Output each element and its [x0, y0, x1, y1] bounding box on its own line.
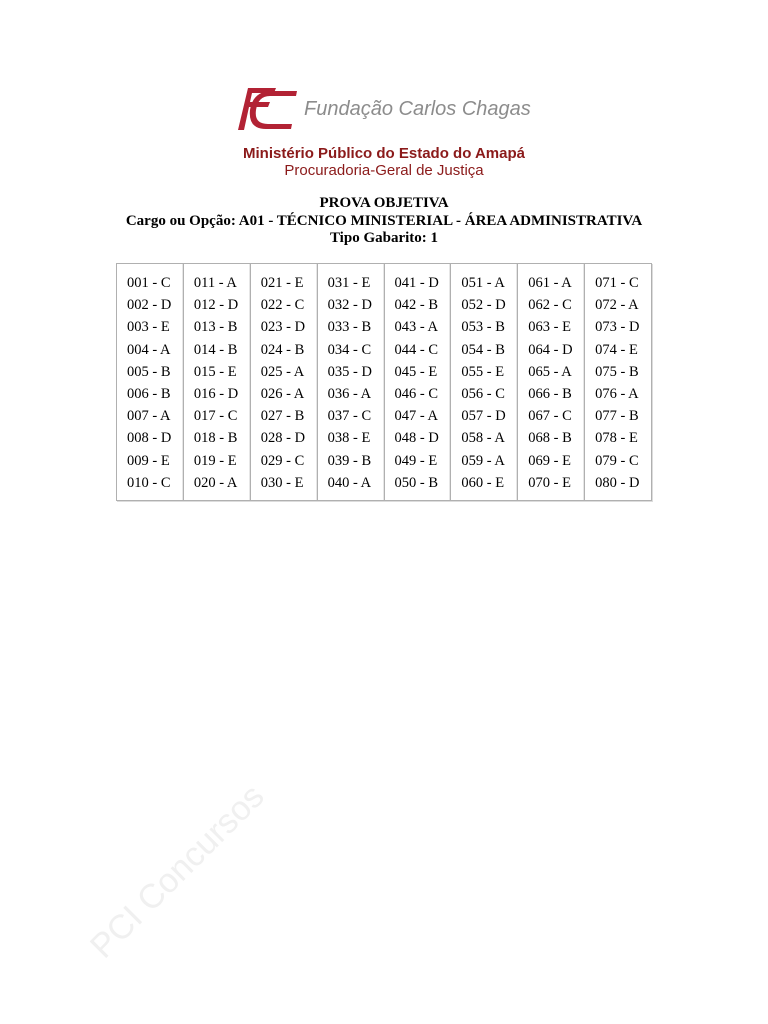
answer-cell: 007 - A	[127, 408, 171, 425]
answer-cell: 023 - D	[260, 319, 306, 336]
answer-cell: 061 - A	[528, 275, 572, 291]
answer-cell: 025 - A	[260, 363, 305, 380]
answer-cell: 002 - D	[127, 297, 172, 314]
org-name: Ministério Público do Estado do Amapá	[243, 145, 525, 162]
answer-cell: 018 - B	[193, 430, 238, 447]
answer-cell: 039 - B	[327, 452, 372, 469]
answer-cell: 009 - E	[127, 452, 170, 469]
answer-cell: 062 - C	[528, 297, 572, 314]
answer-cell: 060 - E	[461, 474, 505, 491]
answer-cell: 028 - D	[260, 430, 306, 447]
answer-cell: 068 - B	[528, 430, 572, 447]
answer-cell: 042 - B	[394, 297, 438, 314]
answer-cell: 078 - E	[595, 430, 638, 447]
answer-cell: 014 - B	[193, 341, 238, 358]
answer-cell: 036 - A	[327, 385, 372, 402]
answer-cell: 004 - A	[127, 341, 171, 358]
answer-cell: 024 - B	[260, 341, 305, 358]
answer-cell: 013 - B	[193, 319, 238, 336]
answer-cell: 051 - A	[461, 275, 505, 291]
answer-column	[318, 264, 385, 500]
answer-cell: 066 - B	[528, 385, 572, 402]
answer-cell: 074 - E	[595, 341, 638, 358]
answer-cell: 057 - D	[461, 408, 506, 425]
answer-cell: 049 - E	[394, 452, 438, 469]
answer-cell: 015 - E	[193, 363, 237, 380]
answer-cell: 027 - B	[260, 408, 305, 425]
answer-cell: 054 - B	[461, 341, 505, 358]
fcc-logo	[236, 84, 536, 132]
answer-column	[385, 264, 452, 500]
answer-cell: 033 - B	[327, 319, 372, 336]
watermark: PCI Concursos	[83, 777, 272, 966]
answer-cell: 047 - A	[394, 408, 438, 425]
answer-column	[251, 264, 318, 500]
answer-cell: 072 - A	[595, 297, 639, 314]
answer-cell: 070 - E	[528, 474, 571, 491]
answer-column	[184, 264, 251, 500]
answer-cell: 064 - D	[528, 341, 573, 358]
answer-cell: 026 - A	[260, 385, 305, 402]
answer-cell: 010 - C	[127, 474, 171, 491]
answer-column	[585, 264, 651, 500]
answer-cell: 029 - C	[260, 452, 305, 469]
answer-cell: 069 - E	[528, 452, 571, 469]
answer-cell: 043 - A	[394, 319, 438, 336]
answer-cell: 031 - E	[327, 275, 371, 291]
answer-column	[117, 264, 184, 500]
answer-cell: 046 - C	[394, 385, 438, 402]
tipo-gabarito: Tipo Gabarito: 1	[329, 230, 439, 246]
answer-cell: 041 - D	[394, 275, 439, 291]
answer-column	[518, 264, 585, 500]
answer-cell: 067 - C	[528, 408, 572, 425]
answer-cell: 030 - E	[260, 474, 304, 491]
answer-cell: 038 - E	[327, 430, 371, 447]
answer-cell: 016 - D	[193, 385, 239, 402]
answer-cell: 012 - D	[193, 297, 239, 314]
answer-cell: 032 - D	[327, 297, 372, 314]
answer-cell: 019 - E	[193, 452, 237, 469]
answer-cell: 021 - E	[260, 275, 304, 291]
answer-cell: 001 - C	[127, 275, 171, 291]
answer-cell: 035 - D	[327, 363, 372, 380]
answer-cell: 052 - D	[461, 297, 506, 314]
answer-cell: 079 - C	[595, 452, 639, 469]
answer-cell: 034 - C	[327, 341, 372, 358]
answer-cell: 005 - B	[127, 363, 171, 380]
answer-cell: 076 - A	[595, 385, 639, 402]
answer-cell: 037 - C	[327, 408, 372, 425]
answer-cell: 065 - A	[528, 363, 572, 380]
answer-cell: 073 - D	[595, 319, 640, 336]
answer-cell: 040 - A	[327, 474, 372, 491]
answer-cell: 058 - A	[461, 430, 505, 447]
answer-cell: 044 - C	[394, 341, 438, 358]
answer-cell: 045 - E	[394, 363, 438, 380]
exam-title: PROVA OBJETIVA	[319, 195, 449, 211]
org-subname: Procuradoria-Geral de Justiça	[284, 162, 484, 179]
answer-cell: 050 - B	[394, 474, 438, 491]
answer-cell: 006 - B	[127, 385, 171, 402]
answer-cell: 008 - D	[127, 430, 172, 447]
answer-cell: 071 - C	[595, 275, 639, 291]
answer-cell: 011 - A	[193, 275, 237, 291]
answer-cell: 080 - D	[595, 474, 640, 491]
answer-cell: 003 - E	[127, 319, 170, 336]
cargo-line: Cargo ou Opção: A01 - TÉCNICO MINISTERIAL - ÁREA ADMINISTRATIVA	[125, 213, 643, 229]
answer-cell: 075 - B	[595, 363, 639, 380]
fcc-logo-icon	[236, 84, 298, 132]
answer-cell: 063 - E	[528, 319, 571, 336]
answer-column	[451, 264, 518, 500]
answer-cell: 053 - B	[461, 319, 505, 336]
answer-key-table	[116, 263, 652, 501]
answer-cell: 077 - B	[595, 408, 639, 425]
answer-cell: 022 - C	[260, 297, 305, 314]
answer-cell: 048 - D	[394, 430, 439, 447]
answer-cell: 055 - E	[461, 363, 505, 380]
logo-text: Fundação Carlos Chagas	[304, 98, 531, 120]
answer-cell: 017 - C	[193, 408, 238, 425]
answer-cell: 059 - A	[461, 452, 505, 469]
answer-cell: 056 - C	[461, 385, 505, 402]
answer-cell: 020 - A	[193, 474, 238, 491]
